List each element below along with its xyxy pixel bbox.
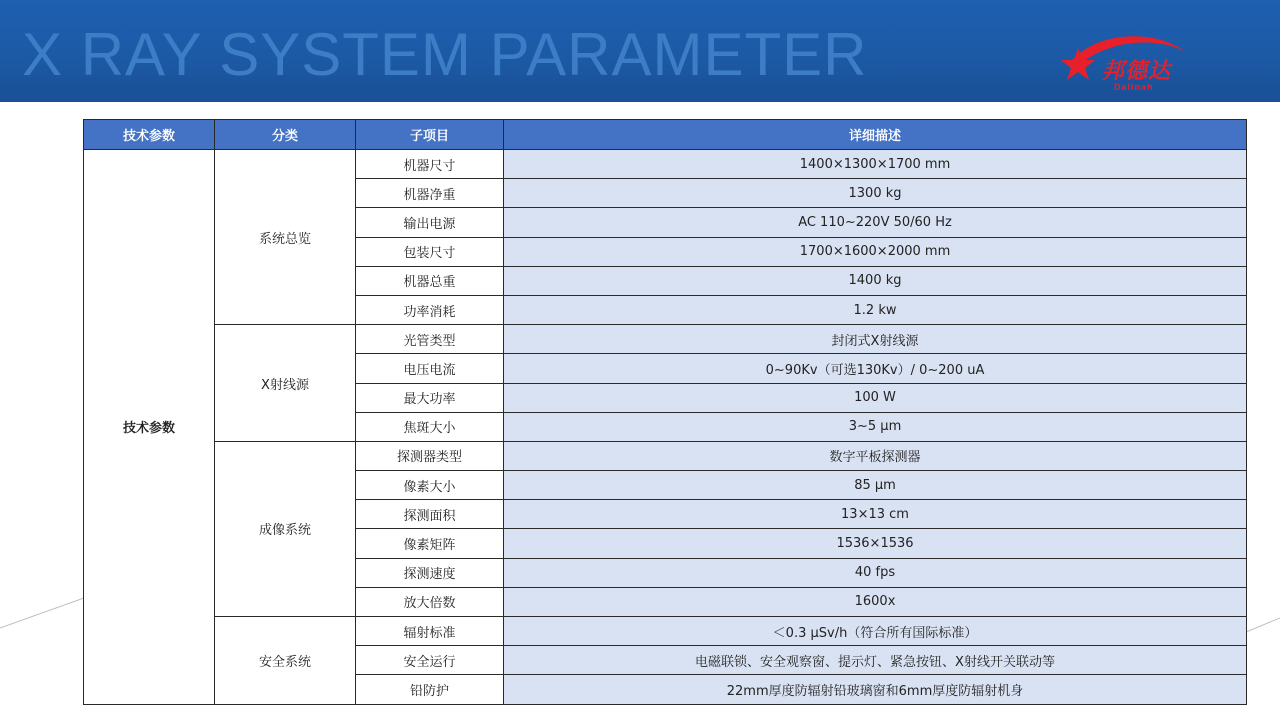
category-cell: 系统总览 xyxy=(215,150,356,325)
table-row xyxy=(84,441,1247,470)
description-cell: 封闭式X射线源 xyxy=(504,325,1247,354)
table-row xyxy=(84,150,1247,179)
main-category-cell: 技术参数 xyxy=(84,150,215,705)
table-row xyxy=(84,325,1247,354)
item-cell: 输出电源 xyxy=(356,208,504,237)
description-cell: 1400×1300×1700 mm xyxy=(504,150,1247,179)
item-cell: 放大倍数 xyxy=(356,587,504,616)
decor-line-right xyxy=(1246,612,1280,636)
col-header-main: 技术参数 xyxy=(84,120,215,150)
description-cell: 13×13 cm xyxy=(504,500,1247,529)
table-row xyxy=(84,617,1247,646)
item-cell: 辐射标准 xyxy=(356,617,504,646)
item-cell: 机器尺寸 xyxy=(356,150,504,179)
item-cell: 探测器类型 xyxy=(356,441,504,470)
logo-brand-text: 邦德达 xyxy=(1102,59,1172,84)
item-cell: 机器总重 xyxy=(356,266,504,295)
item-cell: 光管类型 xyxy=(356,325,504,354)
company-logo xyxy=(1058,30,1198,94)
description-cell: 1600x xyxy=(504,587,1247,616)
item-cell: 功率消耗 xyxy=(356,295,504,324)
decor-line-left xyxy=(0,590,84,630)
description-cell: 电磁联锁、安全观察窗、提示灯、紧急按钮、X射线开关联动等 xyxy=(504,646,1247,675)
category-cell: X射线源 xyxy=(215,325,356,442)
item-cell: 铅防护 xyxy=(356,675,504,704)
description-cell: AC 110~220V 50/60 Hz xyxy=(504,208,1247,237)
category-cell: 成像系统 xyxy=(215,441,356,616)
description-cell: ＜0.3 μSv/h（符合所有国际标准） xyxy=(504,617,1247,646)
logo-sub-text: Dalinah xyxy=(1114,82,1154,92)
item-cell: 探测面积 xyxy=(356,500,504,529)
item-cell: 像素矩阵 xyxy=(356,529,504,558)
item-cell: 焦斑大小 xyxy=(356,412,504,441)
item-cell: 安全运行 xyxy=(356,646,504,675)
item-cell: 包装尺寸 xyxy=(356,237,504,266)
description-cell: 1700×1600×2000 mm xyxy=(504,237,1247,266)
col-header-category: 分类 xyxy=(215,120,356,150)
description-cell: 0~90Kv（可选130Kv）/ 0~200 uA xyxy=(504,354,1247,383)
page-title: X RAY SYSTEM PARAMETER xyxy=(22,21,868,88)
item-cell: 电压电流 xyxy=(356,354,504,383)
item-cell: 最大功率 xyxy=(356,383,504,412)
item-cell: 机器净重 xyxy=(356,179,504,208)
description-cell: 1536×1536 xyxy=(504,529,1247,558)
description-cell: 1300 kg xyxy=(504,179,1247,208)
description-cell: 85 μm xyxy=(504,471,1247,500)
description-cell: 22mm厚度防辐射铅玻璃窗和6mm厚度防辐射机身 xyxy=(504,675,1247,704)
description-cell: 100 W xyxy=(504,383,1247,412)
item-cell: 探测速度 xyxy=(356,558,504,587)
col-header-item: 子项目 xyxy=(356,120,504,150)
description-cell: 3~5 μm xyxy=(504,412,1247,441)
description-cell: 1400 kg xyxy=(504,266,1247,295)
item-cell: 像素大小 xyxy=(356,471,504,500)
description-cell: 1.2 kw xyxy=(504,295,1247,324)
header-banner xyxy=(0,0,1280,102)
category-cell: 安全系统 xyxy=(215,617,356,705)
table-header-row xyxy=(84,120,1247,150)
description-cell: 40 fps xyxy=(504,558,1247,587)
parameter-table xyxy=(83,119,1247,705)
col-header-description: 详细描述 xyxy=(504,120,1247,150)
description-cell: 数字平板探测器 xyxy=(504,441,1247,470)
